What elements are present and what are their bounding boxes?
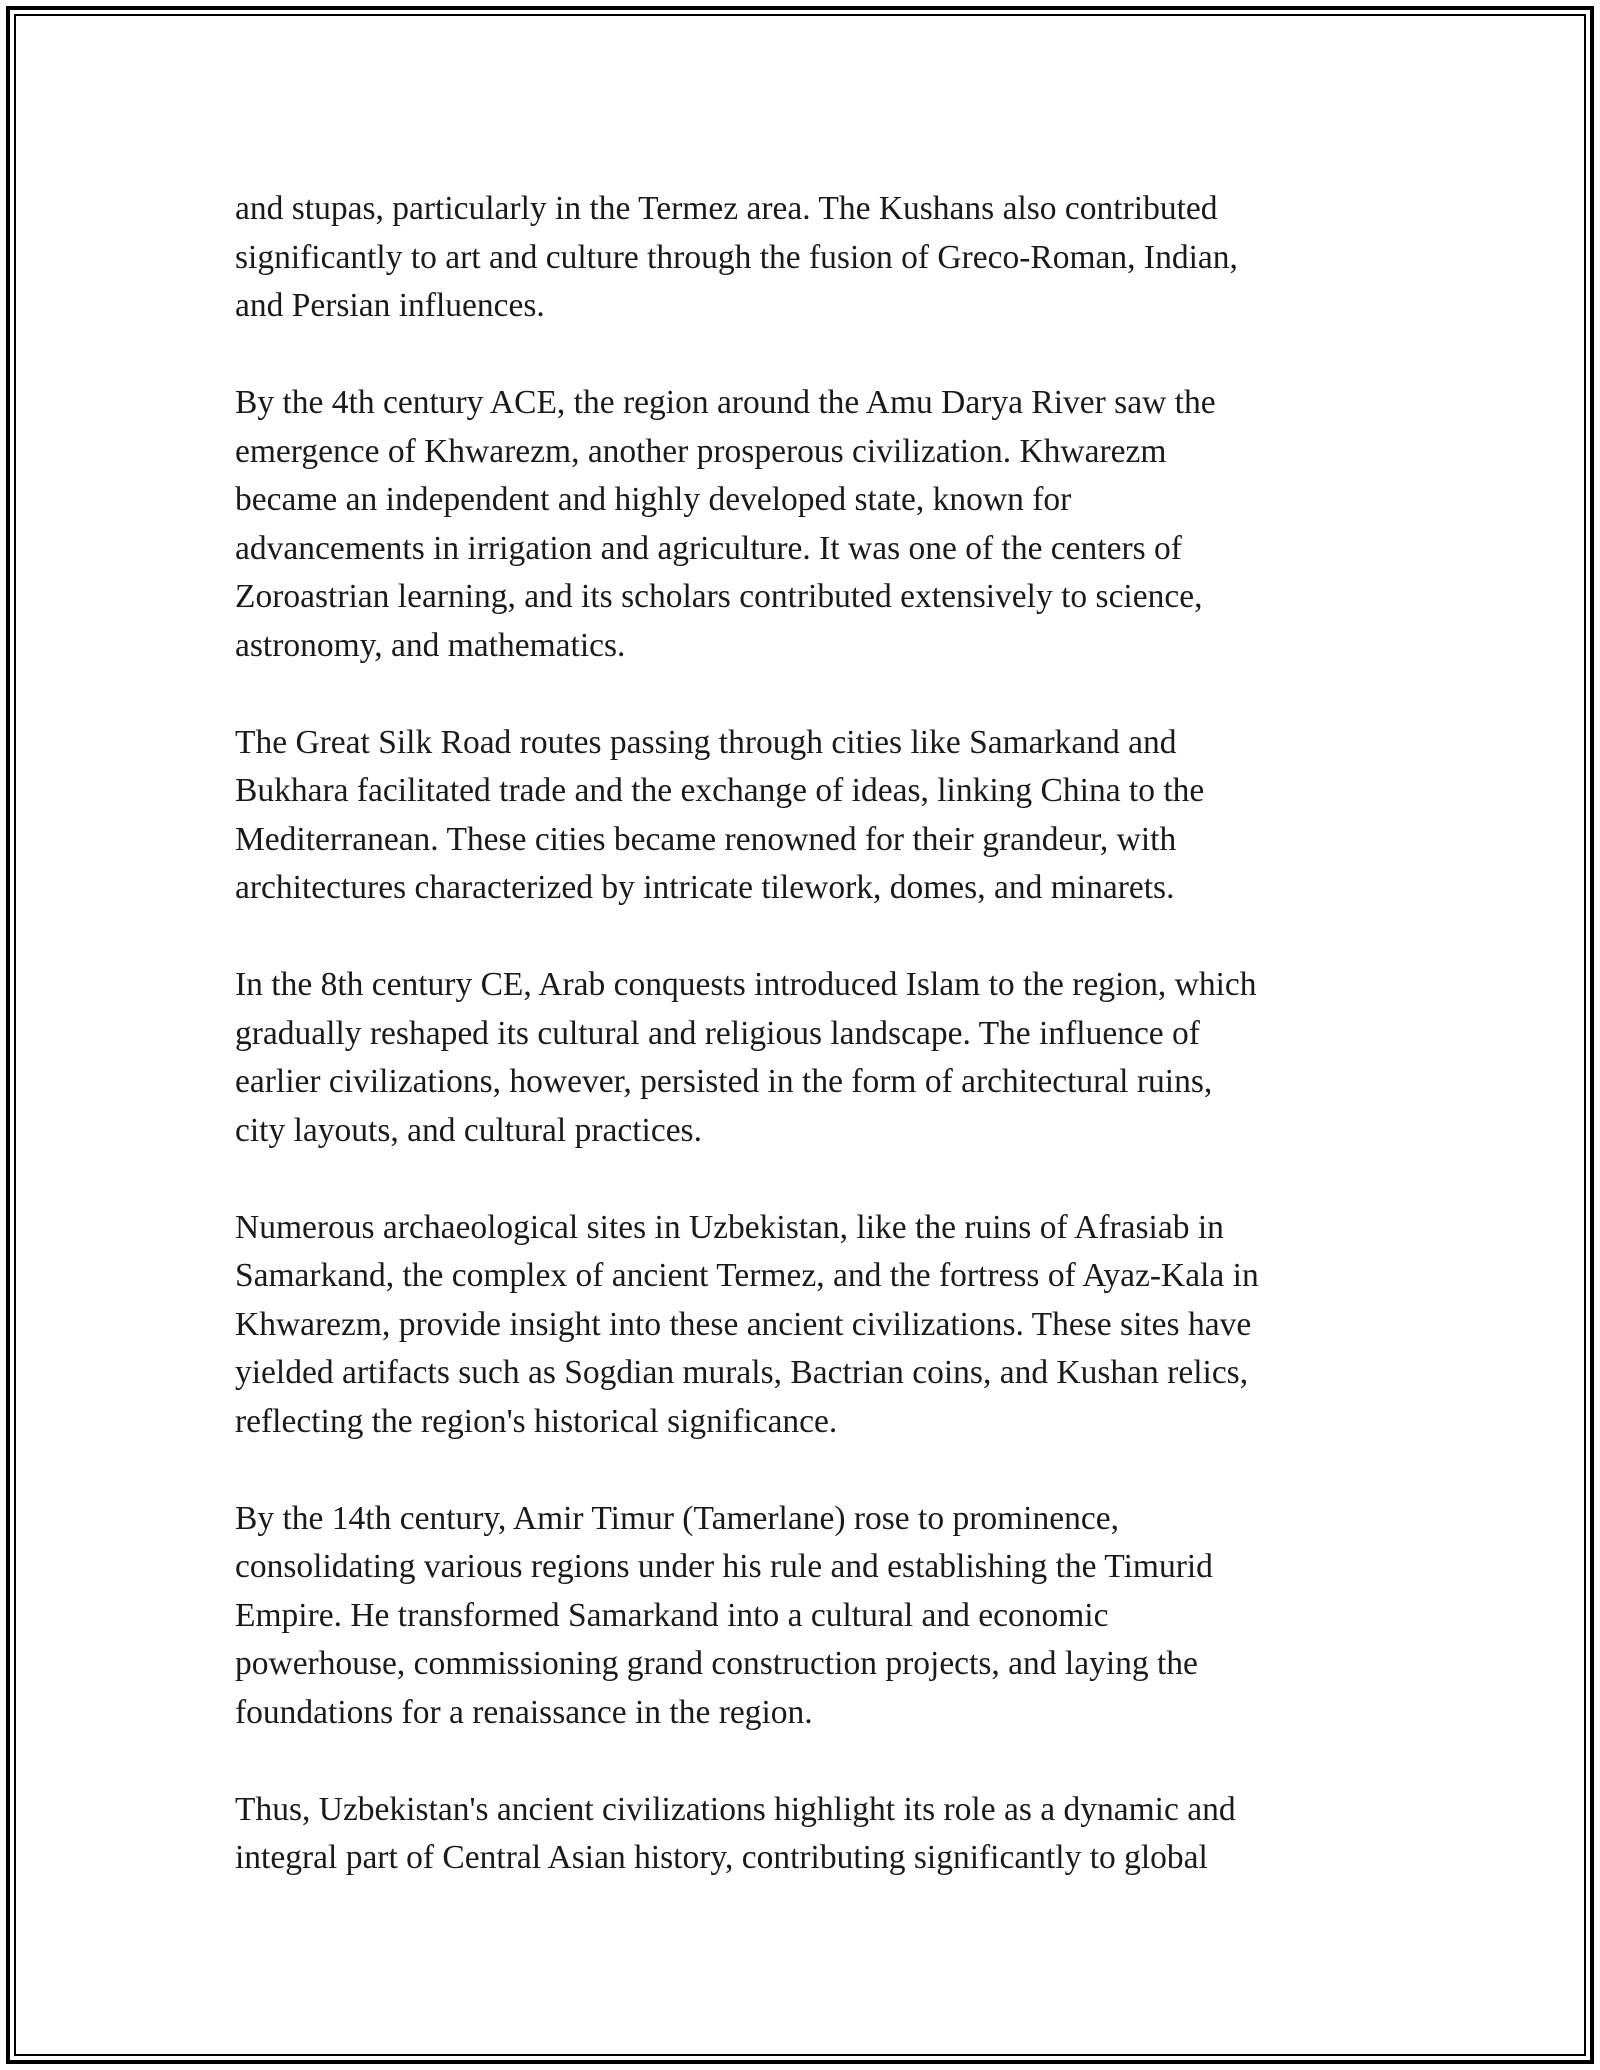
text-line: In the 8th century CE, Arab conquests introduced Islam to the region, which [235, 966, 1257, 1003]
text-line: Bukhara facilitated trade and the exchange of ideas, linking China to the [235, 772, 1205, 809]
text-line: significantly to art and culture through the fusion of Greco-Roman, Indian, [235, 238, 1238, 276]
text-line: gradually reshaped its cultural and religious landscape. The influence of [235, 1014, 1200, 1052]
paragraph [235, 961, 1385, 1155]
paragraph [235, 719, 1385, 913]
text-line: integral part of Central Asian history, contributing significantly to global [235, 1839, 1208, 1876]
text-line: became an independent and highly developed state, known for [235, 481, 1072, 518]
text-line: yielded artifacts such as Sogdian murals, Bactrian coins, and Kushan relics, [235, 1354, 1249, 1391]
text-line: astronomy, and mathematics. [235, 626, 626, 664]
text-line: By the 4th century ACE, the region around the Amu Darya River saw the [235, 384, 1216, 421]
text-line: Mediterranean. These cities became renowned for their grandeur, with [235, 820, 1177, 858]
text-line: and Persian influences. [235, 287, 545, 324]
paragraph [235, 1786, 1385, 1883]
document-body [235, 185, 1385, 1931]
text-line: powerhouse, commissioning grand construction projects, and laying the [235, 1645, 1198, 1682]
paragraph [235, 1495, 1385, 1738]
text-line: Empire. He transformed Samarkand into a cultural and economic [235, 1596, 1109, 1634]
text-line: and stupas, particularly in the Termez area. The Kushans also contributed [235, 190, 1218, 227]
text-line: city layouts, and cultural practices. [235, 1111, 702, 1149]
paragraph [235, 1204, 1385, 1447]
text-line: reflecting the region's historical significance. [235, 1402, 838, 1440]
text-line: Thus, Uzbekistan's ancient civilizations highlight its role as a dynamic and [235, 1790, 1236, 1828]
text-line: advancements in irrigation and agriculture. It was one of the centers of [235, 529, 1182, 567]
text-line: foundations for a renaissance in the region. [235, 1693, 813, 1731]
text-line: Khwarezm, provide insight into these ancient civilizations. These sites have [235, 1305, 1252, 1343]
text-line: Numerous archaeological sites in Uzbekistan, like the ruins of Afrasiab in [235, 1208, 1224, 1246]
text-line: earlier civilizations, however, persisted in the form of architectural ruins, [235, 1063, 1213, 1100]
text-line: The Great Silk Road routes passing through cities like Samarkand and [235, 723, 1177, 761]
text-line: consolidating various regions under his rule and establishing the Timurid [235, 1548, 1213, 1585]
text-line: architectures characterized by intricate tilework, domes, and minarets. [235, 869, 1175, 906]
paragraph [235, 379, 1385, 670]
text-line: Samarkand, the complex of ancient Termez, and the fortress of Ayaz-Kala in [235, 1257, 1259, 1294]
text-line: Zoroastrian learning, and its scholars contributed extensively to science, [235, 578, 1203, 615]
text-line: emergence of Khwarezm, another prosperous civilization. Khwarezm [235, 432, 1167, 470]
paragraph [235, 185, 1385, 331]
text-line: By the 14th century, Amir Timur (Tamerlane) rose to prominence, [235, 1499, 1119, 1537]
